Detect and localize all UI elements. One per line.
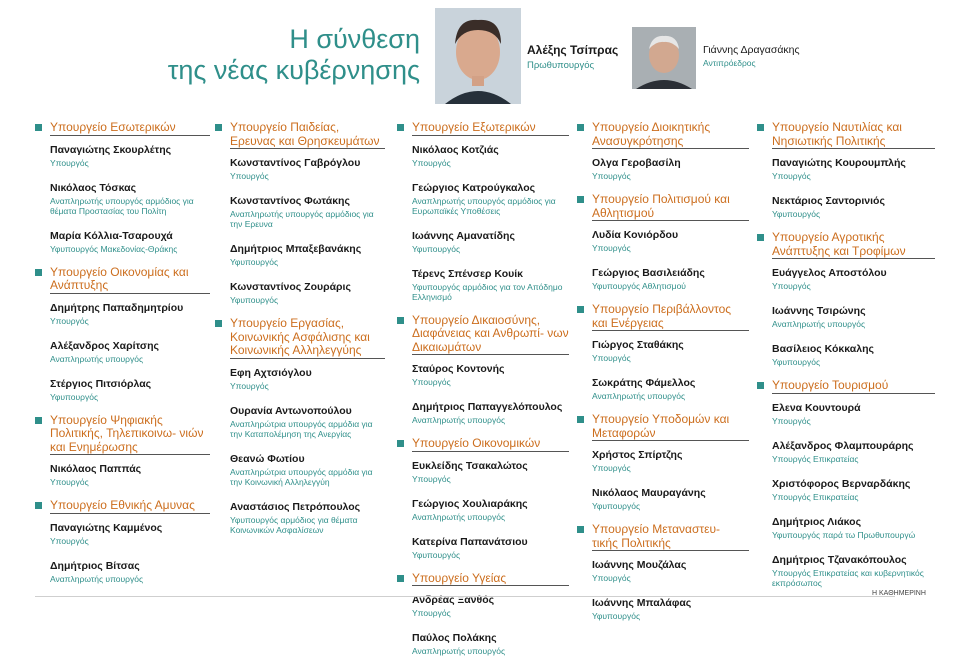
member-entry <box>592 369 749 407</box>
member-name: Αλέξανδρος Χαρίτσης <box>50 339 159 352</box>
member-role: Αναπληρωτής υπουργός <box>50 573 144 584</box>
member-role: Αναπληρωτής υπουργός <box>592 391 686 401</box>
member-name: Δημήτριος Τζανακόπουλος <box>772 553 907 566</box>
member-role: Υφυπουργός <box>50 391 99 402</box>
member-role: Υπουργός <box>772 415 811 426</box>
member-entry <box>50 513 210 552</box>
member-role: Υπουργός <box>592 243 631 253</box>
bullet-square-icon <box>35 502 42 509</box>
member-role: Υπουργός <box>230 171 269 181</box>
bullet-square-icon <box>215 320 222 327</box>
deputy-pm-role: Αντιπρόεδρος <box>703 58 756 68</box>
member-name: Ιωάννης Τσιρώνης <box>772 305 866 317</box>
ministry-heading <box>397 121 569 135</box>
member-name: Ιωάννης Μουζάλας <box>592 559 687 571</box>
member-role: Υπουργός <box>412 608 451 618</box>
title-line-1: Η σύνθεση <box>289 24 420 54</box>
member-entry <box>412 222 569 260</box>
member-entry <box>412 260 569 308</box>
member-name: Δημήτριος Λιάκος <box>772 515 862 528</box>
member-name: Παναγιώτης Καμμένος <box>50 521 163 534</box>
ministry-name: Υπουργείο Εργασίας, Κοινωνικής Ασφάλισης και Κοινωνικής Αλληλεγγύης <box>230 316 370 357</box>
member-name: Δημήτριος Μπαξεβανάκης <box>230 243 362 255</box>
ministry-heading <box>577 121 749 148</box>
member-entry <box>50 552 210 590</box>
member-name: Χρήστος Σπίρτζης <box>592 449 683 461</box>
member-role: Υπουργός <box>592 463 631 473</box>
member-name: Παναγιώτης Κουρουμπλής <box>772 157 906 169</box>
member-entry <box>412 393 569 431</box>
ministry-name: Υπουργείο Εξωτερικών <box>412 120 536 134</box>
member-role: Αναπληρωτής υπουργός αρμόδιος για την Ερευνα <box>230 209 374 229</box>
member-entry <box>772 335 935 373</box>
member-entry <box>412 174 569 222</box>
member-entry <box>772 432 935 470</box>
ministry-name: Υπουργείο Δικαιοσύνης, Διαφάνειας και Ανθρωπί- νων Δικαιωμάτων <box>412 312 569 354</box>
member-role: Υπουργός <box>230 380 269 391</box>
ministry-name: Υπουργείο Μεταναστευ- τικής Πολιτικής <box>592 522 721 550</box>
member-role: Υπουργός Επικρατείας <box>772 491 859 502</box>
ministry-heading <box>35 499 210 513</box>
member-name: Λυδία Κονιόρδου <box>592 229 679 241</box>
member-name: Νικόλαος Τόσκας <box>50 181 137 194</box>
ministry-name: Υπουργείο Εσωτερικών <box>50 120 176 134</box>
column-1 <box>35 121 210 590</box>
ministry-name: Υπουργείο Αγροτικής Ανάπτυξης και Τροφίμων <box>772 230 906 258</box>
member-entry <box>230 397 385 445</box>
member-role: Αναπληρωτής υπουργός <box>772 319 866 329</box>
member-entry <box>50 174 210 222</box>
member-name: Χριστόφορος Βερναρδάκης <box>772 477 911 490</box>
member-entry <box>772 297 935 335</box>
ministry-name: Υπουργείο Υποδομών και Μεταφορών <box>592 412 730 440</box>
member-name: Κατερίνα Παπανάτσιου <box>412 535 528 548</box>
member-role: Υπουργός <box>50 157 89 168</box>
member-role: Υπουργός <box>50 535 89 546</box>
prime-minister-name: Αλέξης Τσίπρας <box>527 43 619 57</box>
member-entry <box>592 148 749 187</box>
member-role: Υπουργός <box>592 353 631 363</box>
member-role: Υπουργός <box>412 473 451 484</box>
member-name: Δημήτριος Παπαγγελόπουλος <box>412 401 563 413</box>
member-name: Κωνσταντίνος Φωτάκης <box>230 195 350 207</box>
member-name: Γιώργος Σταθάκης <box>592 339 684 351</box>
member-role: Υπουργός <box>772 171 811 181</box>
member-entry <box>772 470 935 508</box>
bullet-square-icon <box>397 440 404 447</box>
ministry-name: Υπουργείο Υγείας <box>412 570 507 585</box>
member-name: Κωνσταντίνος Ζουράρις <box>230 281 351 293</box>
bullet-square-icon <box>397 575 404 582</box>
member-role: Υφυπουργός αρμόδιος για τον Απόδημο Ελληνισμό <box>412 281 563 302</box>
member-name: Εφη Αχτσιόγλου <box>230 366 312 379</box>
member-name: Ιωάννης Μπαλάφας <box>592 597 692 609</box>
member-entry <box>230 235 385 273</box>
member-name: Βασίλειος Κόκκαλης <box>772 343 874 355</box>
member-entry <box>50 332 210 370</box>
member-entry <box>50 454 210 493</box>
member-role: Αναπληρωτής υπουργός <box>50 353 144 364</box>
member-entry <box>412 624 569 662</box>
ministry-heading <box>397 572 569 586</box>
member-role: Υπουργός Επικρατείας και κυβερνητικός εκπρόσωπος <box>772 567 924 588</box>
member-role: Υφυπουργός παρά τω Πρωθυπουργώ <box>772 529 916 540</box>
member-role: Αναπληρώτρια υπουργός αρμόδια για την Καταπολέμηση της Ανεργίας <box>230 418 373 439</box>
portrait-image <box>632 27 696 89</box>
member-name: Μαρία Κόλλια-Τσαρουχά <box>50 229 173 242</box>
member-name: Σταύρος Κοντονής <box>412 363 505 375</box>
member-entry <box>592 259 749 297</box>
ministry-heading <box>577 523 749 550</box>
member-role: Υπουργός <box>412 157 451 168</box>
member-entry <box>412 354 569 393</box>
member-entry <box>772 187 935 225</box>
member-name: Ευάγγελος Αποστόλου <box>772 267 887 279</box>
member-entry <box>230 187 385 235</box>
member-name: Τέρενς Σπένσερ Κουίκ <box>412 267 524 280</box>
ministry-name: Υπουργείο Οικονομίας και Ανάπτυξης <box>50 264 189 292</box>
prime-minister <box>527 43 618 71</box>
member-role: Υπουργός <box>592 171 631 181</box>
member-name: Γεώργιος Βασιλειάδης <box>592 267 705 279</box>
bullet-square-icon <box>35 269 42 276</box>
member-name: Γεώργιος Κατρούγκαλος <box>412 181 536 194</box>
member-entry <box>592 220 749 259</box>
title-line-2: της νέας κυβέρνησης <box>167 55 420 85</box>
member-entry <box>772 546 935 594</box>
member-entry <box>412 135 569 174</box>
member-role: Υφυπουργός <box>412 549 461 560</box>
bottom-divider <box>35 596 895 597</box>
member-role: Υπουργός <box>50 315 89 326</box>
ministry-heading <box>757 231 935 258</box>
ministry-heading <box>577 413 749 440</box>
member-role: Υφυπουργός <box>592 611 641 621</box>
bullet-square-icon <box>577 526 584 533</box>
member-entry <box>772 508 935 546</box>
member-role: Υφυπουργός <box>592 501 641 511</box>
member-name: Δημήτριος Βίτσας <box>50 559 140 572</box>
column-4 <box>577 121 749 627</box>
bullet-square-icon <box>35 417 42 424</box>
member-entry <box>412 490 569 528</box>
bullet-square-icon <box>577 416 584 423</box>
member-entry <box>230 358 385 397</box>
member-role: Υφυπουργός <box>230 257 279 267</box>
ministry-heading <box>397 314 569 355</box>
bullet-square-icon <box>397 124 404 131</box>
member-role: Υφυπουργός <box>412 243 461 254</box>
member-role: Αναπληρωτής υπουργός αρμόδιος για Ευρωπαϊκές Υποθέσεις <box>412 195 556 216</box>
member-entry <box>50 135 210 174</box>
ministry-name: Υπουργείο Τουρισμού <box>772 378 889 392</box>
column-2 <box>215 121 385 541</box>
member-entry <box>592 440 749 479</box>
member-role: Αναπληρώτρια υπουργός αρμόδια για την Κοινωνική Αλληλεγγύη <box>230 466 373 487</box>
ministry-name: Υπουργείο Ψηφιακής Πολιτικής, Τηλεπικοινω- νιών και Ενημέρωσης <box>50 412 204 454</box>
member-entry <box>230 445 385 493</box>
column-3 <box>397 121 569 662</box>
member-name: Γεώργιος Χουλιαράκης <box>412 497 528 510</box>
member-name: Αναστάσιος Πετρόπουλος <box>230 500 361 513</box>
member-role: Υφυπουργός Μακεδονίας-Θράκης <box>50 243 178 254</box>
ministry-name: Υπουργείο Εθνικής Αμυνας <box>50 498 195 512</box>
member-entry <box>230 493 385 541</box>
bullet-square-icon <box>215 124 222 131</box>
member-name: Νεκτάριος Σαντορινιός <box>772 195 885 207</box>
bullet-square-icon <box>757 234 764 241</box>
ministry-name: Υπουργείο Οικονομικών <box>412 436 541 450</box>
member-entry <box>50 370 210 408</box>
member-name: Ευκλείδης Τσακαλώτος <box>412 459 528 472</box>
member-name: Παναγιώτης Σκουρλέτης <box>50 143 172 156</box>
bullet-square-icon <box>577 306 584 313</box>
member-entry <box>592 589 749 627</box>
ministry-heading <box>35 121 210 135</box>
member-name: Θεανώ Φωτίου <box>230 452 305 465</box>
bullet-square-icon <box>577 196 584 203</box>
bullet-square-icon <box>757 382 764 389</box>
page-title <box>150 24 420 86</box>
member-entry <box>592 479 749 517</box>
member-entry <box>772 258 935 297</box>
member-entry <box>230 148 385 187</box>
ministry-heading <box>215 121 385 148</box>
member-entry <box>772 148 935 187</box>
source-credit: Η ΚΑΘΗΜΕΡΙΝΗ <box>872 590 926 597</box>
portrait-image <box>435 8 521 104</box>
member-role: Υπουργός <box>592 573 631 583</box>
ministry-heading <box>577 303 749 330</box>
member-name: Σωκράτης Φάμελλος <box>592 377 696 389</box>
deputy-pm-photo <box>632 27 696 89</box>
prime-minister-photo <box>435 8 521 104</box>
member-entry <box>592 330 749 369</box>
member-name: Νικόλαος Κοτζιάς <box>412 143 499 156</box>
member-name: Νικόλαος Παππάς <box>50 463 142 475</box>
member-name: Ολγα Γεροβασίλη <box>592 157 681 169</box>
member-name: Αλέξανδρος Φλαμπουράρης <box>772 439 914 452</box>
member-role: Υφυπουργός <box>230 295 279 305</box>
member-name: Δημήτρης Παπαδημητρίου <box>50 301 184 314</box>
ministry-name: Υπουργείο Περιβάλλοντος και Ενέργειας <box>592 302 732 330</box>
ministry-heading <box>577 193 749 220</box>
bullet-square-icon <box>397 317 404 324</box>
column-5 <box>757 121 935 594</box>
member-role: Αναπληρωτής υπουργός <box>412 646 506 656</box>
ministry-heading <box>397 437 569 451</box>
bullet-square-icon <box>577 124 584 131</box>
member-role: Αναπληρωτής υπουργός <box>412 415 506 425</box>
member-entry <box>50 222 210 260</box>
ministry-name: Υπουργείο Παιδείας, Ερευνας και Θρησκευμάτων <box>230 120 380 148</box>
member-entry <box>412 528 569 566</box>
member-entry <box>592 550 749 589</box>
member-entry <box>772 393 935 432</box>
member-role: Υπουργός <box>772 281 811 291</box>
ministry-heading <box>215 317 385 358</box>
member-role: Υφυπουργός <box>772 357 821 367</box>
member-name: Ουρανία Αντωνοπούλου <box>230 404 352 417</box>
member-role: Αναπληρωτής υπουργός αρμόδιος για θέματα Προστασίας του Πολίτη <box>50 195 194 216</box>
ministry-heading <box>757 121 935 148</box>
member-role: Υφυπουργός <box>772 209 821 219</box>
ministry-name: Υπουργείο Πολιτισμού και Αθλητισμού <box>592 192 730 220</box>
member-entry <box>230 273 385 311</box>
ministry-heading <box>35 414 210 455</box>
member-name: Νικόλαος Μαυραγάνης <box>592 487 706 499</box>
member-role: Υφυπουργός αρμόδιος για θέματα Κοινωνικών Ασφαλίσεων <box>230 514 358 535</box>
member-name: Ιωάννης Αμανατίδης <box>412 229 515 242</box>
bullet-square-icon <box>757 124 764 131</box>
member-entry <box>50 293 210 332</box>
member-role: Υπουργός <box>412 377 451 387</box>
member-entry <box>412 451 569 490</box>
member-name: Κωνσταντίνος Γαβρόγλου <box>230 157 361 169</box>
member-role: Υφυπουργός Αθλητισμού <box>592 281 686 291</box>
member-name: Ανδρέας Ξανθός <box>412 594 495 606</box>
member-name: Ελενα Κουντουρά <box>772 401 861 414</box>
member-role: Υπουργός <box>50 477 89 487</box>
member-role: Αναπληρωτής υπουργός <box>412 511 506 522</box>
ministry-heading <box>757 379 935 393</box>
member-role: Υπουργός Επικρατείας <box>772 453 859 464</box>
ministry-heading <box>35 266 210 293</box>
member-name: Στέργιος Πιτσιόρλας <box>50 377 152 390</box>
deputy-pm <box>703 44 800 68</box>
ministry-name: Υπουργείο Διοικητικής Ανασυγκρότησης <box>592 120 711 148</box>
ministry-name: Υπουργείο Ναυτιλίας και Νησιωτικής Πολιτικής <box>772 120 902 148</box>
member-name: Παύλος Πολάκης <box>412 632 497 644</box>
deputy-pm-name: Γιάννης Δραγασάκης <box>703 44 800 56</box>
member-entry <box>412 585 569 624</box>
bullet-square-icon <box>35 124 42 131</box>
prime-minister-role: Πρωθυπουργός <box>527 60 595 71</box>
